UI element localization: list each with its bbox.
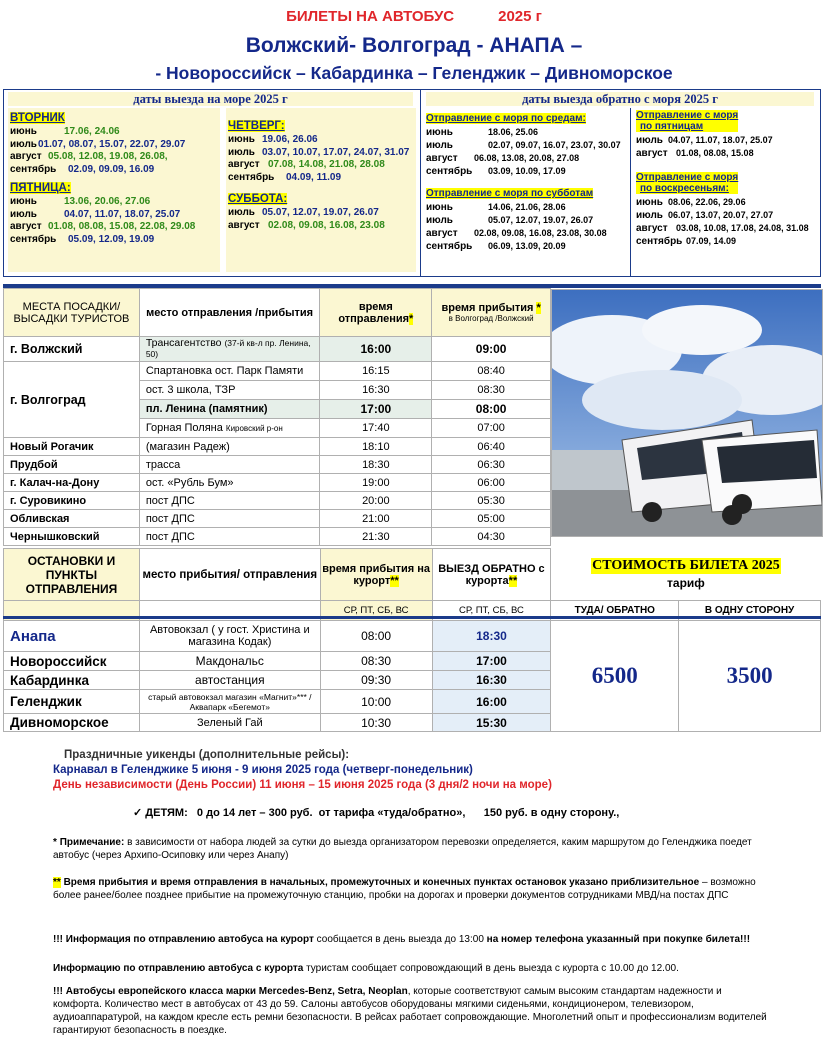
tuesday-label: ВТОРНИК [10,112,65,124]
table-row: Новороссийск Макдональс 08:30 17:00 [4,652,821,671]
header-cell: место прибытия/ отправления [139,549,320,601]
header-cell: МЕСТА ПОСАДКИ/ ВЫСАДКИ ТУРИСТОВ [4,289,140,337]
table-row: Анапа Автовокзал ( у гост. Христина и магазина Кодак) 08:00 18:30 6500 3500 [4,621,821,652]
header-cell: время прибытия * в Волгоград /Волжский [432,289,551,337]
return-right-block: Отправление с моря по пятницам июль 04.07, 11.07, 18.07, 25.07 август 01.08, 08.08, 15.08 Отправление с моря по воскресеньям: июнь 08.06, 22.06, 29.06 июль 06.07, 13.07, 20.07, 27.07 август 03.08, 10.08, 17.08, 24.08, 31.08 сентябрь 07.09, 14.09 [636,108,818,248]
route-subtitle: - Новороссийск – Кабардинка – Геленджик – Дивноморское [155,63,673,83]
table-row: Дивноморское Зеленый Гай 10:30 15:30 [4,714,821,732]
saturday-label: СУББОТА: [228,193,288,205]
date-row: июнь 17.06, 24.06 [10,126,120,137]
header-cell: ВЫЕЗД ОБРАТНО с курорта** [432,549,551,601]
tuesday-friday-block [8,108,220,272]
friday-label: ПЯТНИЦА: [10,182,71,194]
table-row: г. Волжский Трансагентство (37-й кв-л пр. Ленина, 50) 16:00 09:00 [4,337,551,362]
table-row: г. Калач-на-Дону ост. «Рубль Бум» 19:00 06:00 [4,474,551,492]
date-row: июнь 08.06, 22.06, 29.06 [636,197,746,208]
note-3: !!! Информация по отправлению автобуса на курорт сообщается в день выезда до 13:00 на номер телефона указанный при покупке билета!!! [53,934,751,945]
date-row: август 02.08, 09.08, 16.08, 23.08 [228,219,385,231]
date-row: июль 05.07, 12.07, 19.07, 26.07 [228,207,379,218]
date-row: август 01.08, 08.08, 15.08, 22.08, 29.08 [10,221,196,232]
table-row: Геленджик старый автовокзал магазин «Магнит»*** /Аквапарк «Бегемот» 10:00 16:00 [4,690,821,714]
holidays-title: Праздничные уикенды (дополнительные рейсы): [64,749,350,761]
price-oneway: 3500 [679,621,821,732]
date-row: июнь 19.06, 26.06 [228,134,318,145]
departures-table [3,288,551,546]
date-row: июль 03.07, 10.07, 17.07, 24.07, 31.07 [228,146,410,158]
return-left-block [426,108,626,253]
table-row: Кабардинка автостанция 09:30 16:30 [4,671,821,690]
stops-table: ОСТАНОВКИ И ПУНКТЫ ОТПРАВЛЕНИЯ место прибытия/ отправления время прибытия на курорт** ВЫЕЗД ОБРАТНО с курорта** СТОИМОСТЬ БИЛЕТА 2025 тариф СР, ПТ, СБ, ВС СР, ПТ, СБ, ВС ТУДА/ ОБРАТНО В ОДНУ СТОРОНУ Анапа Автовокзал ( у гост. Христина и магазина Кодак) 08:00 18:30 6500 3500 Новороссийск Макдональс 08:30 17:00 Кабардинка автостанция 09:30 16:30 Геленджик старый автовокзал магазин «Магнит»*** /Аквапарк «Бегемот» 10:00 16:00 Дивноморское Зеленый Гай 10:30 15:30 [3,548,821,732]
date-row: сентябрь 03.09, 10.09, 17.09 [426,166,566,177]
note-5: !!! Автобусы европейского класса марки Mercedes-Benz, Setra, Neoplan, которые соответствуют самым высоким стандартам надежности и комфорта. Количество мест в автобусах от 43 до 59. Салоны автобусов оборудованы мягкими сиденьями, кондиционером, телевизором, аудиоаппаратурой, на каждом кресле есть ремни безопасности. В рейсах работает сопровождающие. Многолетний опыт и профессионализм водителей гарантируют безопасность в поездке. [53,986,767,1036]
thursday-saturday-block [226,108,416,272]
header-title: БИЛЕТЫ НА АВТОБУС 2025 г [286,8,542,25]
note-4: Информацию по отправлению автобуса с курорта туристам сообщает сопровождающий в день выезда с курорта с 10.00 до 12.00. [53,963,679,974]
table-row: Горная Поляна Кировский р-он 17:40 07:00 [4,419,551,438]
date-row: июль 06.07, 13.07, 20.07, 27.07 [636,210,774,221]
wednesday-return-label: Отправление с моря по средам: [426,113,586,124]
date-row: июль 02.07, 09.07, 16.07, 23.07, 30.07 [426,140,621,151]
children-price: ✓ ДЕТЯМ: 0 до 14 лет – 300 руб. от тарифа «туда/обратно», 150 руб. в одну сторону., [133,807,620,819]
price-roundtrip: 6500 [551,621,679,732]
saturday-return-label: Отправление с моря по субботам [426,188,594,199]
check-icon: ✓ [133,807,146,819]
table-row: пл. Ленина (памятник) 17:00 08:00 [4,400,551,419]
date-row: август 01.08, 08.08, 15.08 [636,148,754,159]
date-row: август 06.08, 13.08, 20.08, 27.08 [426,153,580,164]
date-row: июль 04.07, 11.07, 18.07, 25.07 [10,208,181,220]
date-row: сентябрь 02.09, 09.09, 16.09 [10,163,155,175]
date-row: июнь 13.06, 20.06, 27.06 [10,196,151,207]
date-row: сентябрь 07.09, 14.09 [636,236,737,247]
date-row: август 05.08, 12.08, 19.08, 26.08, [10,151,168,162]
table-row: Обливская пост ДПС 21:00 05:00 [4,510,551,528]
to-sea-heading: даты выезда на море 2025 г [8,92,413,106]
table-row: Чернышковский пост ДПС 21:30 04:30 [4,528,551,546]
date-row: сентябрь 06.09, 13.09, 20.09 [426,241,566,252]
table-row: Прудбой трасса 18:30 06:30 [4,456,551,474]
date-row: август 03.08, 10.08, 17.08, 24.08, 31.08 [636,223,809,234]
date-row: июнь 18.06, 25.06 [426,127,539,138]
header-cell: ОСТАНОВКИ И ПУНКТЫ ОТПРАВЛЕНИЯ [4,549,140,601]
from-sea-heading: даты выезда обратно с моря 2025 г [426,92,814,106]
holiday-line: День независимости (День России) 11 июня – 15 июня 2025 года (3 дня/2 ночи на море) [53,779,552,791]
thursday-label: ЧЕТВЕРГ: [228,120,285,132]
price-heading: СТОИМОСТЬ БИЛЕТА 2025 тариф [551,549,821,601]
date-row: июль 05.07, 12.07, 19.07, 26.07 [426,215,594,226]
date-row: август 07.08, 14.08, 21.08, 28.08 [228,159,385,170]
dates-box [3,89,821,277]
bus-photo [551,289,823,537]
date-row: июнь 14.06, 21.06, 28.06 [426,202,566,213]
header-cell: место отправления /прибытия [139,289,320,337]
holiday-line: Карнавал в Геленджике 5 июня - 9 июня 2025 года (четверг-понедельник) [53,764,473,776]
date-row: сентябрь 05.09, 12.09, 19.09 [10,233,155,245]
route-title: Волжский- Волгоград - АНАПА – [245,34,583,57]
note-2: ** Время прибытия и время отправления в начальных, промежуточных и конечных пунктах остановок указано приблизительное – возможно более ранее/более позднее прибытие на промежуточную станцию, пробки на дорогах и проверки документов сотрудниками МВД/на постах ДПС [53,877,756,901]
table-row: г. Волгоград Спартановка ост. Парк Памяти 16:15 08:40 [4,362,551,381]
date-row: июль01.07, 08.07, 15.07, 22.07, 29.07 [10,138,186,150]
date-row: сентябрь 04.09, 11.09 [228,171,342,183]
date-row: август 02.08, 09.08, 16.08, 23.08, 30.08 [426,228,607,239]
header-cell: время отправления* [320,289,432,337]
table-row: г. Суровикино пост ДПС 20:00 05:30 [4,492,551,510]
table-row: ост. 3 школа, ТЗР 16:30 08:30 [4,381,551,400]
header-cell: время прибытия на курорт** [320,549,432,601]
note-1: * Примечание: в зависимости от набора людей за сутки до выезда организатором перевозки определяется, каким маршрутом до Геленджика поедет автобус (через Архипо-Осиповку или через Анапу) [53,837,752,861]
date-row: июль 04.07, 11.07, 18.07, 25.07 [636,135,773,146]
table-row: Новый Рогачик (магазин Радеж) 18:10 06:40 [4,438,551,456]
